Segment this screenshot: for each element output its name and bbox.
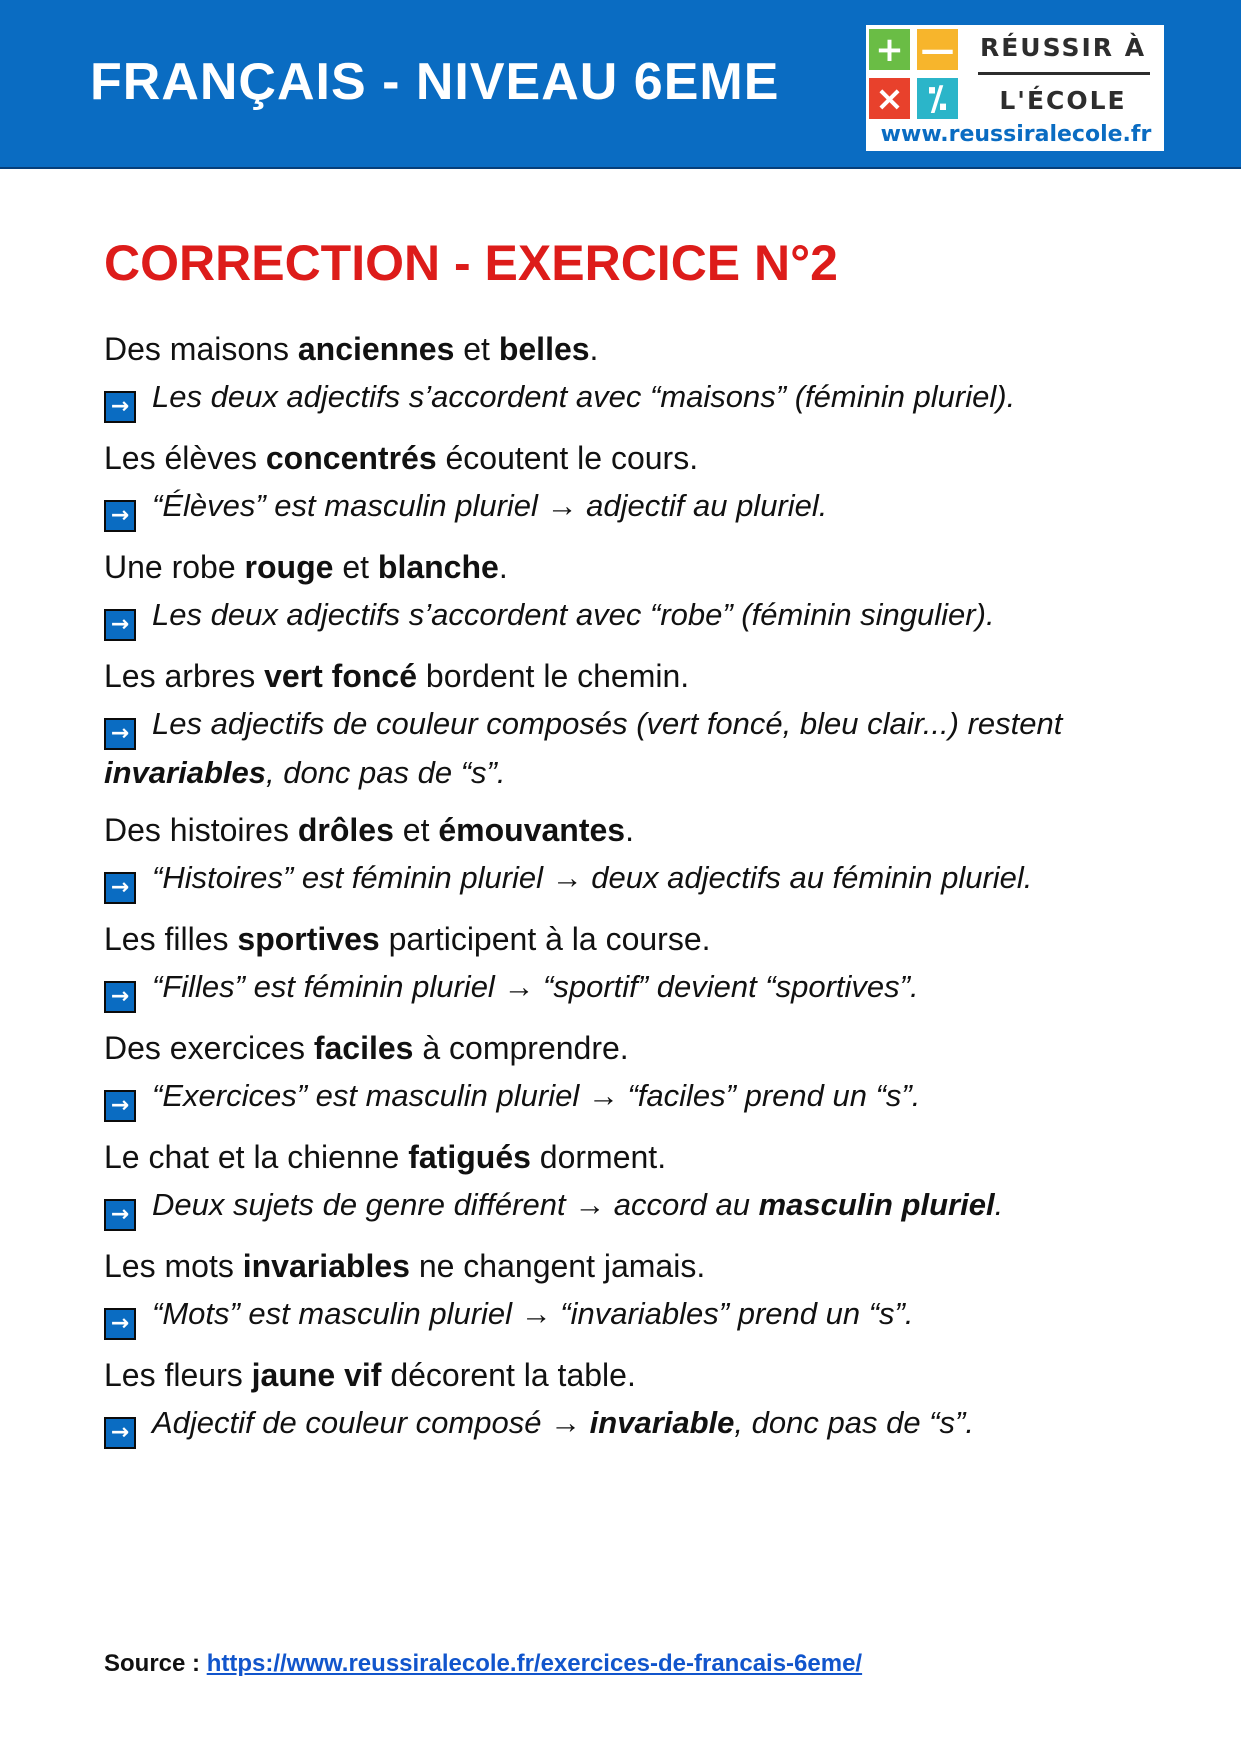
adjective: fatigués: [408, 1139, 531, 1175]
minus-icon: —: [917, 29, 958, 70]
sentence-text: Des maisons: [104, 331, 298, 367]
correction-item: [104, 651, 1164, 795]
sentence-text: Les filles: [104, 921, 238, 957]
plus-icon: +: [869, 29, 910, 70]
sentence-text: ne changent jamais.: [409, 1248, 706, 1284]
sentence: [104, 1023, 1164, 1073]
correction-item: [104, 1350, 1164, 1449]
arrow-right-icon: →: [104, 609, 136, 641]
percent-icon: ⁒: [917, 78, 958, 119]
header-banner: [0, 0, 1241, 169]
sentence-text: décorent la table.: [381, 1357, 636, 1393]
emphasis-text: invariables: [104, 755, 266, 790]
adjective: vert foncé: [264, 658, 418, 694]
source-label: Source :: [104, 1650, 207, 1677]
sentence: [104, 805, 1164, 855]
explanation-text: .: [994, 1187, 1004, 1222]
arrow-right-icon: →: [104, 718, 136, 750]
sentence-text: Des exercices: [104, 1030, 314, 1066]
explanation: [104, 1182, 1164, 1231]
correction-item: [104, 433, 1164, 532]
sentence-text: participent à la course.: [379, 921, 711, 957]
sentence-text: écoutent le cours.: [436, 440, 699, 476]
correction-list: [104, 324, 1164, 1459]
explanation-text: “Exercices” est masculin pluriel → “faciles” prend un “s”.: [152, 1078, 921, 1113]
source-link[interactable]: https://www.reussiralecole.fr/exercices-de-francais-6eme/: [206, 1650, 863, 1677]
page-title: CORRECTION - EXERCICE N°2: [104, 235, 838, 291]
arrow-right-icon: →: [104, 1417, 136, 1449]
correction-item: [104, 1132, 1164, 1231]
explanation-text: Les deux adjectifs s’accordent avec “maisons” (féminin pluriel).: [152, 379, 1016, 414]
adjective: anciennes: [297, 331, 455, 367]
sentence-text: .: [589, 331, 599, 367]
explanation-text: , donc pas de “s”.: [265, 755, 506, 790]
sentence-text: Des histoires: [104, 812, 298, 848]
sentence-text: Les arbres: [104, 658, 265, 694]
sentence-text: Les élèves: [104, 440, 266, 476]
sentence: [104, 1350, 1164, 1400]
explanation: [104, 483, 1164, 532]
explanation-text: Les deux adjectifs s’accordent avec “robe” (féminin singulier).: [152, 597, 995, 632]
arrow-right-icon: →: [104, 872, 136, 904]
emphasis-text: masculin pluriel: [758, 1187, 995, 1222]
sentence-text: Une robe: [104, 549, 245, 585]
sentence: [104, 1241, 1164, 1291]
explanation: [104, 374, 1164, 423]
sentence-text: et: [333, 549, 378, 585]
sentence-text: dorment.: [530, 1139, 667, 1175]
logo-text-line1: RÉUSSIR À: [979, 33, 1147, 62]
adjective: invariables: [242, 1248, 410, 1284]
arrow-right-icon: →: [104, 391, 136, 423]
sentence-text: Les fleurs: [104, 1357, 252, 1393]
adjective: jaune vif: [251, 1357, 382, 1393]
correction-item: [104, 324, 1164, 423]
times-icon: ×: [869, 78, 910, 119]
explanation-text: “Histoires” est féminin pluriel → deux adjectifs au féminin pluriel.: [152, 860, 1033, 895]
sentence-text: à comprendre.: [413, 1030, 629, 1066]
correction-item: [104, 1023, 1164, 1122]
arrow-right-icon: →: [104, 1308, 136, 1340]
explanation-text: Deux sujets de genre différent → accord au: [152, 1187, 759, 1222]
explanation-text: Adjectif de couleur composé →: [152, 1405, 590, 1440]
explanation-text: “Mots” est masculin pluriel → “invariables” prend un “s”.: [152, 1296, 914, 1331]
sentence: [104, 324, 1164, 374]
sentence: [104, 542, 1164, 592]
sentence-text: et: [393, 812, 439, 848]
explanation-text: Les adjectifs de couleur composés (vert foncé, bleu clair...) restent: [152, 706, 1063, 741]
arrow-right-icon: →: [104, 1090, 136, 1122]
sentence: [104, 651, 1164, 701]
logo-divider: [978, 72, 1150, 75]
sentence: [104, 914, 1164, 964]
explanation: [104, 855, 1164, 904]
explanation-text: , donc pas de “s”.: [734, 1405, 974, 1440]
explanation-text: “Filles” est féminin pluriel → “sportif” devient “sportives”.: [152, 969, 919, 1004]
adjective: belles: [498, 331, 590, 367]
explanation: [104, 1073, 1164, 1122]
sentence-text: et: [454, 331, 499, 367]
explanation: [104, 1400, 1164, 1449]
adjective: faciles: [313, 1030, 414, 1066]
explanation: [104, 592, 1164, 641]
logo-text-line2: L'ÉCOLE: [999, 86, 1127, 115]
sentence: [104, 433, 1164, 483]
arrow-right-icon: →: [104, 1199, 136, 1231]
header-title: FRANÇAIS - NIVEAU 6EME: [90, 53, 780, 111]
sentence: [104, 1132, 1164, 1182]
adjective: concentrés: [265, 440, 437, 476]
adjective: rouge: [244, 549, 334, 585]
sentence-text: Le chat et la chienne: [104, 1139, 409, 1175]
adjective: blanche: [377, 549, 499, 585]
correction-item: [104, 542, 1164, 641]
adjective: drôles: [297, 812, 394, 848]
correction-item: [104, 1241, 1164, 1340]
adjective: sportives: [237, 921, 380, 957]
sentence-text: Les mots: [104, 1248, 243, 1284]
correction-item: [104, 914, 1164, 1013]
source-line: [104, 1650, 862, 1678]
sentence-text: .: [625, 812, 634, 848]
logo-url: www.reussiralecole.fr: [880, 122, 1152, 147]
sentence-text: .: [498, 549, 508, 585]
emphasis-text: invariable: [589, 1405, 735, 1440]
explanation: [104, 701, 1164, 795]
arrow-right-icon: →: [104, 981, 136, 1013]
correction-item: [104, 805, 1164, 904]
sentence-text: bordent le chemin.: [417, 658, 690, 694]
explanation: [104, 964, 1164, 1013]
explanation: [104, 1291, 1164, 1340]
arrow-right-icon: →: [104, 500, 136, 532]
explanation-text: “Élèves” est masculin pluriel → adjectif au pluriel.: [152, 488, 828, 523]
adjective: émouvantes: [438, 812, 626, 848]
school-logo: [866, 25, 1164, 151]
